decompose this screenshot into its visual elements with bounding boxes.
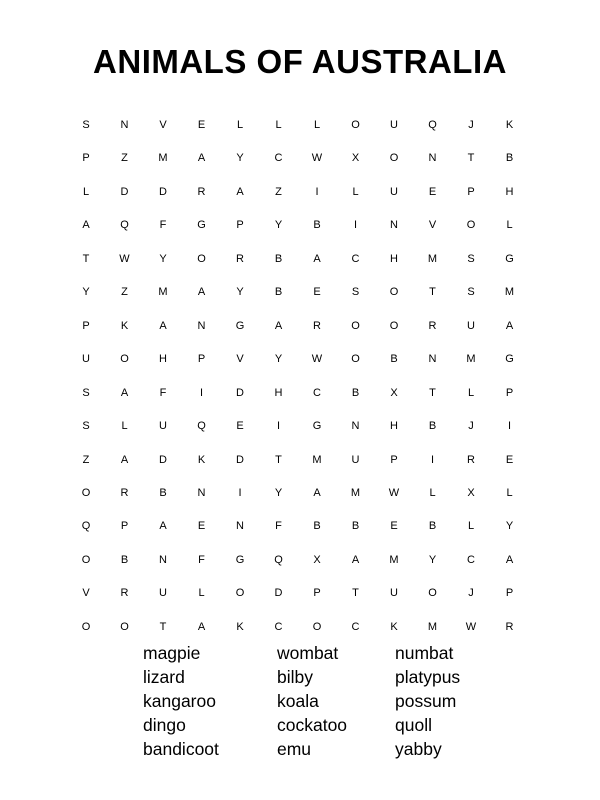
grid-letter: P [390, 453, 398, 466]
grid-letter: I [430, 453, 435, 466]
grid-letter: C [467, 553, 475, 566]
grid-letter: K [236, 620, 244, 633]
grid-letter: G [505, 252, 514, 265]
grid-letter: F [159, 386, 167, 399]
grid-letter: Q [428, 119, 437, 131]
grid-letter: B [390, 353, 398, 366]
grid-letter: N [159, 553, 167, 566]
grid-letter: L [506, 219, 513, 232]
grid-letter: B [313, 219, 321, 232]
grid-letter: S [467, 252, 475, 265]
grid-letter: O [428, 587, 437, 600]
grid-letter: D [159, 185, 167, 198]
grid-letter: L [467, 386, 475, 399]
grid-letter: C [351, 252, 360, 265]
grid-letter: R [505, 620, 514, 633]
grid-letter: T [467, 152, 475, 165]
grid-letter: N [236, 520, 244, 533]
grid-letter: N [120, 119, 129, 131]
grid-letter: A [313, 252, 321, 265]
grid-letter: X [390, 386, 398, 399]
grid-letter: D [236, 453, 244, 466]
grid-letter: A [120, 386, 129, 399]
grid-letter: R [120, 587, 129, 600]
grid-letter: U [390, 119, 398, 131]
grid-letter: T [159, 620, 167, 633]
page-title: ANIMALS OF AUSTRALIA [93, 43, 507, 80]
grid-letter: K [390, 620, 398, 633]
grid-letter: U [390, 185, 398, 198]
grid-letter: A [159, 319, 167, 332]
grid-letter: E [197, 520, 206, 533]
grid-letter: Y [236, 152, 244, 165]
word-list-item: wombat [277, 643, 339, 663]
grid-letter: P [505, 587, 514, 600]
grid-letter: J [468, 420, 474, 433]
grid-letter: P [236, 219, 244, 232]
grid-letter: N [197, 319, 206, 332]
grid-letter: P [313, 587, 321, 600]
grid-letter: N [390, 219, 398, 232]
grid-letter: M [427, 252, 438, 265]
grid-letter: Q [274, 553, 283, 566]
grid-letter: S [351, 286, 360, 299]
word-list-item: magpie [143, 643, 201, 663]
grid-letter: E [390, 520, 398, 533]
grid-letter: O [389, 286, 399, 299]
word-list-item: possum [395, 691, 457, 711]
grid-letter: Z [121, 152, 128, 165]
grid-letter: R [313, 319, 321, 332]
grid-letter: U [467, 319, 475, 332]
grid-letter: U [159, 587, 167, 600]
grid-letter: H [274, 386, 283, 399]
grid-letter: L [352, 185, 359, 198]
grid-letter: E [236, 420, 244, 433]
grid-letter: T [352, 587, 359, 600]
grid-letter: B [120, 553, 129, 566]
grid-letter: O [197, 252, 206, 265]
grid-letter: N [197, 486, 206, 499]
grid-letter: L [275, 119, 282, 131]
grid-letter: Z [82, 453, 90, 466]
grid-letter: C [274, 620, 283, 633]
grid-letter: Q [197, 420, 206, 433]
grid-letter: P [197, 353, 206, 366]
grid-letter: L [121, 420, 128, 433]
grid-letter: O [235, 587, 245, 600]
grid-letter: I [315, 185, 319, 198]
grid-letter: B [428, 520, 437, 533]
grid-letter: S [82, 119, 90, 131]
grid-letter: O [466, 219, 476, 232]
grid-letter: V [159, 119, 167, 131]
word-list-item: platypus [395, 667, 461, 687]
grid-letter: M [427, 620, 438, 633]
grid-letter: W [465, 620, 477, 633]
grid-letter: T [429, 386, 436, 399]
grid-letter: F [198, 553, 205, 566]
grid-letter: I [353, 219, 358, 232]
grid-letter: V [428, 219, 437, 232]
grid-letter: Y [274, 486, 283, 499]
grid-letter: Y [159, 252, 167, 265]
word-list-item: kangaroo [143, 691, 216, 711]
word-list-column-3 [395, 641, 460, 761]
grid-letter: L [429, 486, 436, 499]
grid-letter: U [390, 587, 398, 600]
grid-letter: O [351, 119, 360, 131]
grid-letter: Q [120, 219, 129, 232]
grid-letter: X [313, 553, 321, 566]
grid-letter: X [467, 486, 475, 499]
grid-letter: D [236, 386, 244, 399]
grid-letter: T [82, 252, 90, 265]
grid-letter: Y [428, 553, 437, 566]
grid-letter: A [274, 319, 283, 332]
grid-letter: G [197, 219, 206, 232]
word-list-item: dingo [143, 715, 186, 735]
grid-letter: O [389, 152, 399, 165]
grid-letter: A [197, 620, 206, 633]
grid-letter: A [313, 486, 321, 499]
grid-letter: T [275, 453, 282, 466]
grid-letter: O [120, 620, 129, 633]
grid-letter: R [236, 252, 244, 265]
grid-letter: L [82, 185, 90, 198]
grid-letter: H [390, 420, 398, 433]
grid-letter: P [120, 520, 129, 533]
grid-letter: O [120, 353, 129, 366]
grid-letter: M [312, 453, 322, 466]
grid-letter: M [389, 553, 399, 566]
grid-letter: D [120, 185, 129, 198]
grid-letter: E [428, 185, 437, 198]
grid-letter: V [236, 353, 244, 366]
grid-letter: P [467, 185, 475, 198]
grid-letter: Z [275, 185, 282, 198]
grid-letter: A [351, 553, 360, 566]
grid-letter: C [351, 620, 360, 633]
grid-letter: O [351, 353, 360, 366]
word-list-column-1 [143, 641, 219, 761]
grid-letter: O [81, 620, 91, 633]
grid-letter: H [390, 252, 398, 265]
grid-letter: A [505, 319, 514, 332]
grid-letter: K [120, 319, 129, 332]
grid-letter: B [505, 152, 514, 165]
grid-letter: L [198, 587, 205, 600]
word-list-item: cockatoo [277, 715, 348, 735]
grid-letter: K [505, 119, 514, 131]
grid-letter: M [158, 286, 168, 299]
grid-letter: B [351, 386, 360, 399]
grid-letter: R [428, 319, 437, 332]
grid-letter: D [159, 453, 167, 466]
grid-letter: N [428, 353, 437, 366]
grid-letter: A [236, 185, 244, 198]
grid-letter: O [81, 486, 91, 499]
grid-letter: F [275, 520, 282, 533]
word-list-item: yabby [395, 739, 442, 759]
grid-letter: B [274, 286, 283, 299]
word-list-item: bilby [277, 667, 313, 687]
grid-letter: A [197, 152, 206, 165]
grid-letter: O [81, 553, 91, 566]
grid-letter: R [197, 185, 206, 198]
grid-letter: W [388, 486, 400, 499]
grid-letter: B [159, 486, 167, 499]
grid-letter: A [159, 520, 167, 533]
grid-letter: J [468, 587, 474, 600]
grid-letter: A [505, 553, 514, 566]
grid-letter: H [159, 353, 167, 366]
grid-letter: L [313, 119, 321, 131]
grid-letter: E [197, 119, 206, 131]
grid-letter: M [350, 486, 361, 499]
grid-letter: G [505, 353, 514, 366]
grid-letter: M [504, 286, 515, 299]
grid-letter: W [311, 152, 323, 165]
grid-letter: V [82, 587, 90, 600]
grid-letter: Y [274, 353, 283, 366]
grid-letter: B [428, 420, 437, 433]
word-list-item: bandicoot [143, 739, 219, 759]
grid-letter: N [428, 152, 437, 165]
grid-letter: N [351, 420, 360, 433]
grid-letter: C [274, 152, 283, 165]
word-list-item: lizard [143, 667, 185, 687]
grid-letter: A [120, 453, 129, 466]
grid-letter: A [197, 286, 206, 299]
word-list-item: emu [277, 739, 312, 759]
grid-letter: B [313, 520, 321, 533]
grid-letter: O [312, 620, 322, 633]
grid-letter: U [82, 353, 90, 366]
grid-letter: L [467, 520, 475, 533]
grid-letter: M [466, 353, 476, 366]
grid-letter: X [351, 152, 360, 165]
word-list-item: quoll [395, 715, 432, 735]
grid-letter: J [468, 119, 474, 131]
grid-letter: A [82, 219, 90, 232]
grid-letter: U [351, 453, 360, 466]
grid-letter: S [82, 386, 90, 399]
grid-letter: D [274, 587, 283, 600]
grid-letter: P [82, 152, 90, 165]
grid-letter: Y [274, 219, 283, 232]
grid-letter: E [505, 453, 514, 466]
word-list-column-2 [277, 641, 347, 761]
grid-letter: H [505, 185, 514, 198]
grid-letter: L [236, 119, 244, 131]
grid-letter: L [506, 486, 513, 499]
grid-letter: P [505, 386, 514, 399]
grid-letter: K [197, 453, 206, 466]
grid-letter: M [158, 152, 168, 165]
grid-letter: Z [121, 286, 128, 299]
word-list-item: koala [277, 691, 319, 711]
grid-letter: R [120, 486, 129, 499]
grid-letter: P [82, 319, 90, 332]
grid-letter: I [507, 420, 512, 433]
grid-letter: Y [505, 520, 514, 533]
grid-letter: W [311, 353, 323, 366]
grid-letter: C [313, 386, 321, 399]
grid-letter: I [238, 486, 242, 499]
grid-letter: Y [236, 286, 244, 299]
grid-letter: I [276, 420, 281, 433]
grid-letter: G [312, 420, 322, 433]
grid-letter: G [235, 319, 245, 332]
word-list-item: numbat [395, 643, 454, 663]
grid-letter: S [467, 286, 475, 299]
grid-letter: G [235, 553, 245, 566]
grid-letter: B [351, 520, 360, 533]
grid-letter: U [159, 420, 167, 433]
grid-letter: O [389, 319, 399, 332]
grid-letter: O [351, 319, 360, 332]
grid-letter: I [199, 386, 204, 399]
grid-letter: S [82, 420, 90, 433]
grid-letter: Q [81, 520, 91, 533]
grid-letter: Y [82, 286, 90, 299]
grid-letter: B [274, 252, 283, 265]
grid-letter: R [467, 453, 475, 466]
grid-letter: W [119, 252, 130, 265]
grid-letter: T [429, 286, 436, 299]
grid-letter: F [159, 219, 167, 232]
grid-letter: E [313, 286, 321, 299]
